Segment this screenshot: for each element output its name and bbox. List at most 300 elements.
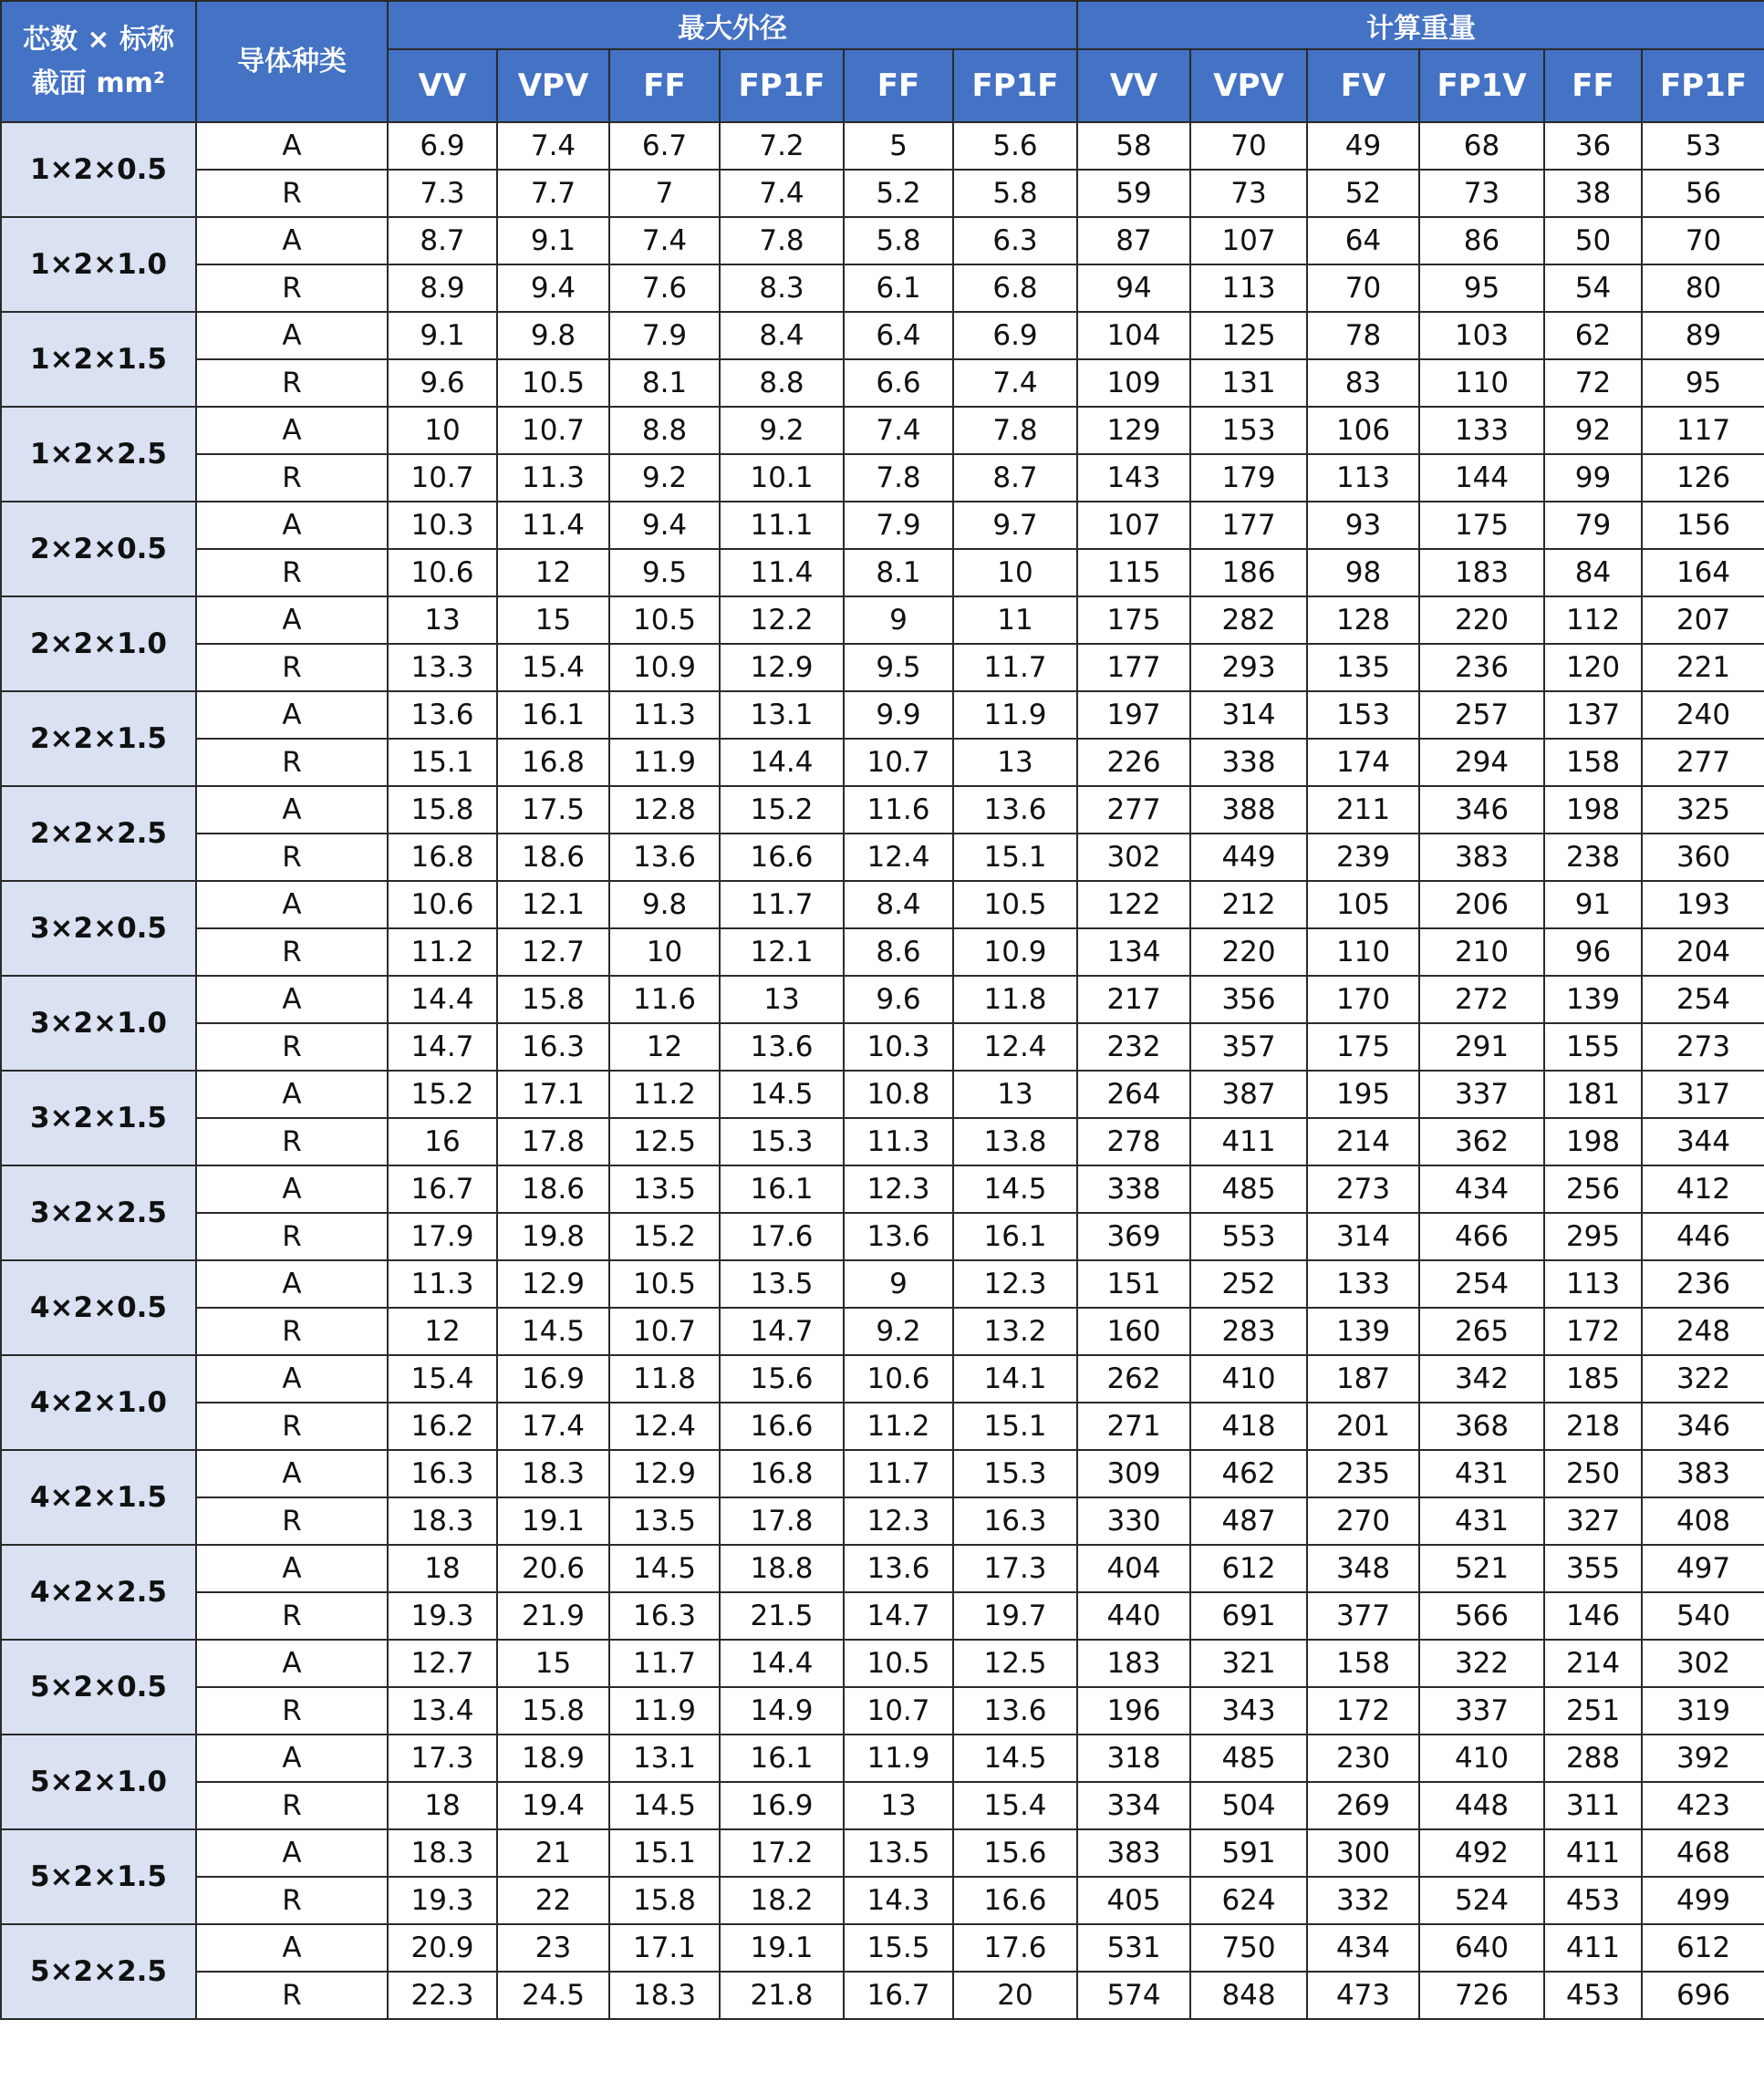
- conductor-type-cell: A: [196, 881, 388, 928]
- weight-col-header: FP1V: [1419, 49, 1544, 122]
- diameter-cell: 16.1: [953, 1213, 1077, 1260]
- weight-cell: 153: [1190, 407, 1307, 454]
- weight-cell: 125: [1190, 312, 1307, 359]
- table-row: [1, 644, 1764, 691]
- weight-cell: 288: [1544, 1735, 1642, 1782]
- diameter-cell: 12.1: [720, 928, 844, 976]
- diameter-cell: 13.1: [720, 691, 844, 739]
- weight-cell: 309: [1077, 1450, 1190, 1497]
- weight-cell: 218: [1544, 1403, 1642, 1450]
- diameter-cell: 5.6: [953, 122, 1077, 170]
- table-row: [1, 596, 1764, 644]
- diameter-cell: 11.3: [497, 454, 609, 502]
- diameter-cell: 8.1: [844, 549, 953, 596]
- weight-cell: 750: [1190, 1924, 1307, 1972]
- diameter-cell: 16.3: [609, 1592, 720, 1640]
- diameter-cell: 7.4: [609, 217, 720, 264]
- weight-cell: 239: [1307, 834, 1419, 881]
- diameter-cell: 14.7: [844, 1592, 953, 1640]
- weight-cell: 211: [1307, 786, 1419, 834]
- diameter-cell: 13.1: [609, 1735, 720, 1782]
- conductor-type-cell: A: [196, 1924, 388, 1972]
- weight-cell: 254: [1419, 1260, 1544, 1308]
- weight-cell: 499: [1642, 1877, 1764, 1924]
- diameter-cell: 6.6: [844, 359, 953, 407]
- diameter-cell: 10.9: [609, 644, 720, 691]
- weight-cell: 78: [1307, 312, 1419, 359]
- weight-cell: 238: [1544, 834, 1642, 881]
- weight-cell: 98: [1307, 549, 1419, 596]
- diameter-cell: 11.6: [609, 976, 720, 1023]
- diameter-col-header: FF: [609, 49, 720, 122]
- weight-cell: 155: [1544, 1023, 1642, 1071]
- diameter-cell: 13.5: [609, 1165, 720, 1213]
- diameter-cell: 13.6: [609, 834, 720, 881]
- diameter-cell: 13: [953, 1071, 1077, 1118]
- conductor-type-cell: A: [196, 1165, 388, 1213]
- weight-cell: 355: [1544, 1545, 1642, 1592]
- diameter-cell: 16.8: [497, 739, 609, 786]
- diameter-cell: 16.1: [720, 1165, 844, 1213]
- weight-cell: 272: [1419, 976, 1544, 1023]
- weight-cell: 434: [1307, 1924, 1419, 1972]
- diameter-cell: 12.3: [844, 1165, 953, 1213]
- weight-cell: 338: [1190, 739, 1307, 786]
- weight-cell: 574: [1077, 1972, 1190, 2019]
- weight-cell: 137: [1544, 691, 1642, 739]
- diameter-cell: 7.8: [953, 407, 1077, 454]
- weight-cell: 170: [1307, 976, 1419, 1023]
- diameter-cell: 7.2: [720, 122, 844, 170]
- weight-cell: 492: [1419, 1829, 1544, 1877]
- table-row: [1, 1687, 1764, 1735]
- spec-cell: 3×2×2.5: [1, 1165, 196, 1260]
- diameter-cell: 15.4: [497, 644, 609, 691]
- table-row: [1, 502, 1764, 549]
- table-row: [1, 1355, 1764, 1403]
- diameter-cell: 17.6: [953, 1924, 1077, 1972]
- spec-cell: 3×2×1.5: [1, 1071, 196, 1165]
- diameter-cell: 7.3: [388, 170, 497, 217]
- diameter-cell: 14.4: [720, 1640, 844, 1687]
- weight-cell: 264: [1077, 1071, 1190, 1118]
- diameter-cell: 12.4: [844, 834, 953, 881]
- weight-cell: 220: [1190, 928, 1307, 976]
- weight-cell: 356: [1190, 976, 1307, 1023]
- conductor-type-cell: A: [196, 502, 388, 549]
- diameter-cell: 15: [497, 1640, 609, 1687]
- weight-cell: 434: [1419, 1165, 1544, 1213]
- weight-cell: 612: [1642, 1924, 1764, 1972]
- diameter-cell: 11.9: [609, 1687, 720, 1735]
- diameter-cell: 8.8: [720, 359, 844, 407]
- conductor-type-cell: R: [196, 1782, 388, 1829]
- diameter-cell: 15.8: [497, 976, 609, 1023]
- diameter-cell: 12.5: [953, 1640, 1077, 1687]
- weight-cell: 210: [1419, 928, 1544, 976]
- weight-cell: 221: [1642, 644, 1764, 691]
- diameter-cell: 16.9: [720, 1782, 844, 1829]
- diameter-cell: 11.3: [844, 1118, 953, 1165]
- weight-cell: 250: [1544, 1450, 1642, 1497]
- diameter-cell: 13.6: [388, 691, 497, 739]
- table-row: [1, 170, 1764, 217]
- diameter-cell: 14.7: [388, 1023, 497, 1071]
- spec-cell: 3×2×1.0: [1, 976, 196, 1071]
- diameter-cell: 14.7: [720, 1308, 844, 1355]
- diameter-cell: 7.6: [609, 264, 720, 312]
- conductor-type-cell: A: [196, 407, 388, 454]
- weight-cell: 110: [1307, 928, 1419, 976]
- weight-cell: 411: [1544, 1829, 1642, 1877]
- weight-cell: 294: [1419, 739, 1544, 786]
- weight-cell: 408: [1642, 1497, 1764, 1545]
- diameter-cell: 9.2: [844, 1308, 953, 1355]
- spec-cell: 4×2×0.5: [1, 1260, 196, 1355]
- diameter-cell: 6.4: [844, 312, 953, 359]
- spec-cell: 4×2×2.5: [1, 1545, 196, 1640]
- weight-cell: 440: [1077, 1592, 1190, 1640]
- diameter-cell: 15.6: [953, 1829, 1077, 1877]
- weight-cell: 448: [1419, 1782, 1544, 1829]
- diameter-cell: 11.7: [953, 644, 1077, 691]
- conductor-type-cell: R: [196, 834, 388, 881]
- weight-cell: 262: [1077, 1355, 1190, 1403]
- diameter-cell: 11.6: [844, 786, 953, 834]
- conductor-type-cell: A: [196, 1071, 388, 1118]
- conductor-type-cell: A: [196, 691, 388, 739]
- diameter-cell: 9.1: [497, 217, 609, 264]
- diameter-cell: 10.6: [844, 1355, 953, 1403]
- diameter-cell: 6.7: [609, 122, 720, 170]
- spec-cell: 5×2×2.5: [1, 1924, 196, 2019]
- weight-cell: 251: [1544, 1687, 1642, 1735]
- diameter-cell: 14.4: [388, 976, 497, 1023]
- weight-cell: 129: [1077, 407, 1190, 454]
- weight-cell: 338: [1077, 1165, 1190, 1213]
- diameter-cell: 11.4: [720, 549, 844, 596]
- weight-cell: 321: [1190, 1640, 1307, 1687]
- diameter-cell: 6.8: [953, 264, 1077, 312]
- weight-cell: 431: [1419, 1497, 1544, 1545]
- weight-cell: 214: [1307, 1118, 1419, 1165]
- weight-cell: 314: [1190, 691, 1307, 739]
- weight-cell: 107: [1190, 217, 1307, 264]
- conductor-type-cell: R: [196, 1118, 388, 1165]
- diameter-cell: 10: [953, 549, 1077, 596]
- spec-header-line2: 截面 mm²: [31, 67, 166, 99]
- diameter-cell: 13.6: [953, 1687, 1077, 1735]
- conductor-type-cell: A: [196, 1260, 388, 1308]
- weight-cell: 156: [1642, 502, 1764, 549]
- diameter-cell: 11.7: [844, 1450, 953, 1497]
- weight-cell: 591: [1190, 1829, 1307, 1877]
- weight-cell: 300: [1307, 1829, 1419, 1877]
- spec-cell: 5×2×1.0: [1, 1735, 196, 1829]
- diameter-cell: 23: [497, 1924, 609, 1972]
- conductor-type-cell: A: [196, 596, 388, 644]
- conductor-type-cell: A: [196, 312, 388, 359]
- conductor-type-cell: R: [196, 739, 388, 786]
- diameter-cell: 13.5: [609, 1497, 720, 1545]
- weight-cell: 105: [1307, 881, 1419, 928]
- diameter-cell: 14.5: [953, 1735, 1077, 1782]
- diameter-cell: 7.4: [497, 122, 609, 170]
- table-row: [1, 928, 1764, 976]
- table-row: [1, 1118, 1764, 1165]
- weight-cell: 283: [1190, 1308, 1307, 1355]
- weight-col-header: VV: [1077, 49, 1190, 122]
- table-row: [1, 1829, 1764, 1877]
- table-row: [1, 691, 1764, 739]
- weight-cell: 107: [1077, 502, 1190, 549]
- weight-cell: 183: [1077, 1640, 1190, 1687]
- weight-cell: 187: [1307, 1355, 1419, 1403]
- weight-cell: 175: [1307, 1023, 1419, 1071]
- weight-cell: 612: [1190, 1545, 1307, 1592]
- weight-cell: 337: [1419, 1687, 1544, 1735]
- diameter-cell: 15.6: [720, 1355, 844, 1403]
- diameter-cell: 16.7: [844, 1972, 953, 2019]
- weight-cell: 368: [1419, 1403, 1544, 1450]
- weight-cell: 87: [1077, 217, 1190, 264]
- weight-cell: 52: [1307, 170, 1419, 217]
- diameter-cell: 9.6: [388, 359, 497, 407]
- weight-cell: 201: [1307, 1403, 1419, 1450]
- diameter-cell: 9.2: [720, 407, 844, 454]
- diameter-cell: 17.1: [497, 1071, 609, 1118]
- diameter-cell: 12.3: [953, 1260, 1077, 1308]
- diameter-cell: 10.5: [497, 359, 609, 407]
- diameter-cell: 5.8: [953, 170, 1077, 217]
- diameter-cell: 18.3: [388, 1497, 497, 1545]
- weight-cell: 277: [1642, 739, 1764, 786]
- diameter-cell: 11: [953, 596, 1077, 644]
- weight-cell: 70: [1307, 264, 1419, 312]
- weight-cell: 143: [1077, 454, 1190, 502]
- weight-cell: 404: [1077, 1545, 1190, 1592]
- weight-cell: 540: [1642, 1592, 1764, 1640]
- table-row: [1, 359, 1764, 407]
- weight-cell: 113: [1190, 264, 1307, 312]
- table-row: [1, 264, 1764, 312]
- weight-cell: 122: [1077, 881, 1190, 928]
- diameter-cell: 15: [497, 596, 609, 644]
- diameter-cell: 20.9: [388, 1924, 497, 1972]
- weight-cell: 473: [1307, 1972, 1419, 2019]
- weight-cell: 696: [1642, 1972, 1764, 2019]
- weight-cell: 431: [1419, 1450, 1544, 1497]
- weight-cell: 343: [1190, 1687, 1307, 1735]
- weight-cell: 115: [1077, 549, 1190, 596]
- weight-cell: 282: [1190, 596, 1307, 644]
- diameter-cell: 13: [953, 739, 1077, 786]
- diameter-cell: 14.3: [844, 1877, 953, 1924]
- diameter-cell: 15.5: [844, 1924, 953, 1972]
- diameter-cell: 16: [388, 1118, 497, 1165]
- diameter-cell: 16.3: [953, 1497, 1077, 1545]
- weight-cell: 110: [1419, 359, 1544, 407]
- diameter-cell: 14.9: [720, 1687, 844, 1735]
- table-row: [1, 786, 1764, 834]
- diameter-cell: 17.2: [720, 1829, 844, 1877]
- weight-cell: 504: [1190, 1782, 1307, 1829]
- weight-cell: 726: [1419, 1972, 1544, 2019]
- table-row: [1, 739, 1764, 786]
- weight-cell: 531: [1077, 1924, 1190, 1972]
- weight-cell: 344: [1642, 1118, 1764, 1165]
- weight-cell: 383: [1642, 1450, 1764, 1497]
- weight-cell: 410: [1190, 1355, 1307, 1403]
- diameter-cell: 17.6: [720, 1213, 844, 1260]
- weight-cell: 453: [1544, 1972, 1642, 2019]
- diameter-cell: 15.1: [388, 739, 497, 786]
- weight-cell: 691: [1190, 1592, 1307, 1640]
- weight-cell: 360: [1642, 834, 1764, 881]
- conductor-type-cell: R: [196, 549, 388, 596]
- weight-cell: 362: [1419, 1118, 1544, 1165]
- spec-header: [1, 1, 196, 122]
- weight-cell: 302: [1077, 834, 1190, 881]
- spec-cell: 1×2×1.5: [1, 312, 196, 407]
- weight-cell: 86: [1419, 217, 1544, 264]
- weight-cell: 120: [1544, 644, 1642, 691]
- diameter-cell: 9.1: [388, 312, 497, 359]
- diameter-cell: 21.8: [720, 1972, 844, 2019]
- diameter-cell: 15.8: [609, 1877, 720, 1924]
- diameter-cell: 17.8: [720, 1497, 844, 1545]
- conductor-type-cell: A: [196, 786, 388, 834]
- diameter-cell: 13.3: [388, 644, 497, 691]
- diameter-cell: 16.8: [388, 834, 497, 881]
- diameter-cell: 12.7: [497, 928, 609, 976]
- weight-cell: 485: [1190, 1165, 1307, 1213]
- table-row: [1, 1497, 1764, 1545]
- table-row: [1, 1924, 1764, 1972]
- diameter-cell: 20: [953, 1972, 1077, 2019]
- weight-cell: 273: [1642, 1023, 1764, 1071]
- weight-cell: 73: [1419, 170, 1544, 217]
- diameter-cell: 20.6: [497, 1545, 609, 1592]
- diameter-cell: 12.9: [609, 1450, 720, 1497]
- diameter-cell: 9.4: [609, 502, 720, 549]
- weight-cell: 330: [1077, 1497, 1190, 1545]
- weight-cell: 220: [1419, 596, 1544, 644]
- diameter-cell: 18.3: [609, 1972, 720, 2019]
- weight-cell: 175: [1077, 596, 1190, 644]
- diameter-cell: 9: [844, 1260, 953, 1308]
- conductor-type-cell: R: [196, 644, 388, 691]
- weight-cell: 172: [1544, 1308, 1642, 1355]
- weight-cell: 135: [1307, 644, 1419, 691]
- diameter-cell: 7.4: [844, 407, 953, 454]
- weight-cell: 92: [1544, 407, 1642, 454]
- table-row: [1, 881, 1764, 928]
- spec-cell: 1×2×1.0: [1, 217, 196, 312]
- diameter-cell: 18.6: [497, 834, 609, 881]
- diameter-cell: 7.7: [497, 170, 609, 217]
- weight-cell: 54: [1544, 264, 1642, 312]
- diameter-cell: 15.3: [720, 1118, 844, 1165]
- weight-cell: 248: [1642, 1308, 1764, 1355]
- conductor-type-cell: R: [196, 1403, 388, 1450]
- weight-cell: 58: [1077, 122, 1190, 170]
- diameter-cell: 11.8: [953, 976, 1077, 1023]
- weight-cell: 311: [1544, 1782, 1642, 1829]
- weight-cell: 113: [1544, 1260, 1642, 1308]
- diameter-cell: 11.9: [844, 1735, 953, 1782]
- weight-cell: 256: [1544, 1165, 1642, 1213]
- diameter-cell: 10: [388, 407, 497, 454]
- weight-cell: 332: [1307, 1877, 1419, 1924]
- diameter-cell: 12.2: [720, 596, 844, 644]
- diameter-cell: 9.5: [609, 549, 720, 596]
- diameter-cell: 12.9: [497, 1260, 609, 1308]
- weight-cell: 164: [1642, 549, 1764, 596]
- diameter-cell: 12.7: [388, 1640, 497, 1687]
- diameter-cell: 18: [388, 1782, 497, 1829]
- spec-cell: 2×2×2.5: [1, 786, 196, 881]
- diameter-cell: 17.3: [953, 1545, 1077, 1592]
- weight-cell: 109: [1077, 359, 1190, 407]
- diameter-cell: 9.7: [953, 502, 1077, 549]
- diameter-cell: 9: [844, 596, 953, 644]
- diameter-cell: 15.1: [953, 1403, 1077, 1450]
- diameter-cell: 15.2: [609, 1213, 720, 1260]
- conductor-type-cell: A: [196, 1355, 388, 1403]
- weight-cell: 204: [1642, 928, 1764, 976]
- weight-cell: 270: [1307, 1497, 1419, 1545]
- diameter-cell: 16.6: [720, 1403, 844, 1450]
- weight-cell: 377: [1307, 1592, 1419, 1640]
- weight-cell: 624: [1190, 1877, 1307, 1924]
- diameter-cell: 19.8: [497, 1213, 609, 1260]
- diameter-cell: 10.9: [953, 928, 1077, 976]
- weight-cell: 139: [1544, 976, 1642, 1023]
- weight-cell: 265: [1419, 1308, 1544, 1355]
- weight-cell: 181: [1544, 1071, 1642, 1118]
- weight-cell: 56: [1642, 170, 1764, 217]
- table-row: [1, 1877, 1764, 1924]
- diameter-cell: 12: [497, 549, 609, 596]
- spec-cell: 2×2×1.5: [1, 691, 196, 786]
- weight-cell: 83: [1307, 359, 1419, 407]
- diameter-cell: 8.7: [388, 217, 497, 264]
- diameter-cell: 8.1: [609, 359, 720, 407]
- weight-cell: 38: [1544, 170, 1642, 217]
- spec-cell: 1×2×2.5: [1, 407, 196, 502]
- weight-cell: 322: [1642, 1355, 1764, 1403]
- weight-cell: 175: [1419, 502, 1544, 549]
- diameter-cell: 9.2: [609, 454, 720, 502]
- weight-cell: 302: [1642, 1640, 1764, 1687]
- table-row: [1, 1071, 1764, 1118]
- diameter-cell: 15.1: [953, 834, 1077, 881]
- weight-cell: 273: [1307, 1165, 1419, 1213]
- weight-cell: 133: [1419, 407, 1544, 454]
- conductor-type-cell: A: [196, 1829, 388, 1877]
- weight-cell: 179: [1190, 454, 1307, 502]
- diameter-cell: 15.1: [609, 1829, 720, 1877]
- diameter-cell: 13.6: [844, 1213, 953, 1260]
- diameter-cell: 10.7: [844, 1687, 953, 1735]
- table-row: [1, 834, 1764, 881]
- weight-cell: 217: [1077, 976, 1190, 1023]
- diameter-cell: 15.8: [388, 786, 497, 834]
- diameter-cell: 5.2: [844, 170, 953, 217]
- weight-cell: 388: [1190, 786, 1307, 834]
- diameter-cell: 13: [844, 1782, 953, 1829]
